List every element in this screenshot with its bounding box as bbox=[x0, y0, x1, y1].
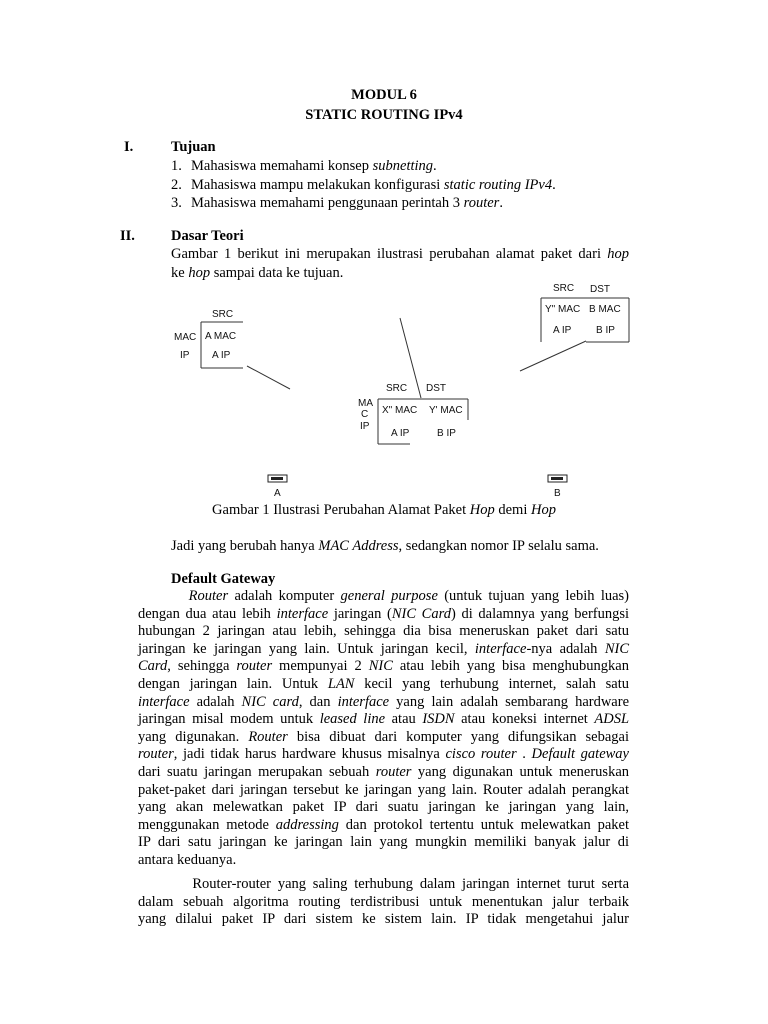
paragraph-line bbox=[138, 852, 629, 870]
text-run: -nya adalah bbox=[526, 640, 605, 657]
left-ip-label: IP bbox=[180, 350, 190, 361]
italic-term: interface bbox=[276, 605, 329, 622]
objective-item: 3. Mahasiswa memahami penggunaan perintah 3 router. bbox=[171, 195, 503, 211]
module-title: MODUL 6 bbox=[351, 87, 417, 103]
text-run: , dan bbox=[298, 693, 338, 710]
paragraph-line bbox=[138, 711, 629, 729]
text-run: dan protokol tertentu untuk melewatkan paket bbox=[338, 816, 630, 833]
text-run: hubungan 2 jaringan atau lebih, sehingga dia bisa meneruskan paket dari satu bbox=[138, 623, 629, 640]
paragraph-line bbox=[138, 894, 629, 912]
text-run: yang akan melewatkan paket IP dari suatu jaringan ke jaringan yang lain, bbox=[138, 799, 629, 816]
italic-term: ADSL bbox=[594, 711, 630, 728]
paragraph-line bbox=[138, 764, 629, 782]
italic-term: Card bbox=[138, 658, 168, 675]
right-src-mac: Y" MAC bbox=[545, 304, 581, 315]
right-dst-label: DST bbox=[590, 284, 610, 295]
paragraph-line bbox=[138, 834, 629, 852]
right-dst-mac: B MAC bbox=[589, 304, 621, 315]
right-dst-ip: B IP bbox=[596, 325, 615, 336]
italic-term: router bbox=[138, 746, 174, 763]
section-2-number: II. bbox=[120, 228, 135, 244]
middle-mac-label-b: C bbox=[361, 409, 369, 420]
paragraph-line bbox=[138, 729, 629, 747]
italic-term: ISDN bbox=[422, 711, 455, 728]
intro-line-1: Gambar 1 berikut ini merupakan ilustrasi perubahan alamat paket dari hop bbox=[171, 246, 629, 262]
host-a-icon bbox=[268, 475, 287, 482]
right-src-ip: A IP bbox=[553, 325, 572, 336]
section-1-number: I. bbox=[124, 139, 134, 155]
paragraph-line bbox=[138, 694, 629, 712]
summary-line: Jadi yang berubah hanya MAC Address, sedangkan nomor IP selalu sama. bbox=[171, 538, 599, 554]
text-run: adalah komputer bbox=[228, 588, 341, 604]
section-1-title: Tujuan bbox=[171, 139, 216, 155]
italic-term: interface bbox=[474, 640, 527, 657]
text-run: , sehingga bbox=[167, 658, 237, 675]
italic-term: NIC card bbox=[241, 693, 299, 710]
italic-term: leased line bbox=[319, 711, 386, 728]
italic-term: NIC bbox=[368, 658, 393, 675]
paragraph-line bbox=[138, 676, 629, 694]
middle-src-ip: A IP bbox=[391, 428, 410, 439]
arrow-left-to-middle bbox=[247, 366, 290, 389]
middle-src-label: SRC bbox=[386, 383, 408, 394]
italic-term: NIC Card bbox=[391, 605, 451, 622]
objective-item: 1. Mahasiswa memahami konsep subnetting. bbox=[171, 158, 437, 174]
text-run bbox=[138, 588, 189, 604]
figure-caption: Gambar 1 Ilustrasi Perubahan Alamat Paket Hop demi Hop bbox=[212, 502, 556, 518]
text-run: jaringan ( bbox=[328, 605, 392, 622]
text-run: menggunakan metode bbox=[138, 816, 276, 833]
text-run: bisa dibuat dari komputer yang difungsikan sebagai bbox=[287, 728, 630, 745]
module-topic: STATIC ROUTING IPv4 bbox=[305, 107, 463, 123]
italic-term: router bbox=[375, 764, 412, 780]
italic-term: Default gateway bbox=[531, 746, 629, 763]
text-run: kecil yang terhubung internet, salah satu bbox=[354, 676, 629, 692]
text-run: dengan dua atau lebih bbox=[138, 605, 277, 622]
italic-term: general purpose bbox=[340, 588, 438, 604]
text-run: Router-router yang saling terhubung dalam jaringan internet turut serta bbox=[138, 876, 629, 892]
left-packet-box bbox=[174, 309, 243, 368]
italic-term: interface bbox=[138, 693, 190, 710]
left-ip-value: A IP bbox=[212, 350, 231, 361]
italic-term: NIC bbox=[604, 640, 629, 657]
text-run: atau bbox=[385, 711, 423, 728]
text-run: ) di dalamnya yang berfungsi bbox=[450, 605, 630, 622]
left-mac-label: MAC bbox=[174, 332, 197, 343]
paragraph-line bbox=[138, 911, 629, 929]
italic-term: addressing bbox=[275, 816, 339, 833]
text-run: yang lain adalah sembarang hardware bbox=[389, 693, 630, 710]
text-run: dalam sebuah algoritma routing terdistribusi untuk menentukan jalur terbaik bbox=[138, 893, 629, 910]
text-run: yang dilalui paket IP dari sistem ke sistem lain. IP tidak mengetahui jalur bbox=[138, 911, 629, 928]
middle-ip-label: IP bbox=[360, 421, 370, 432]
italic-term: router bbox=[236, 658, 273, 675]
paragraph-line bbox=[138, 817, 629, 835]
text-run: , jadi tidak harus hardware khusus misalnya bbox=[173, 746, 446, 763]
objective-item: 2. Mahasiswa mampu melakukan konfigurasi static routing IPv4. bbox=[171, 177, 556, 193]
paragraph-line bbox=[138, 658, 629, 676]
middle-packet-box bbox=[358, 383, 468, 444]
middle-src-mac: X" MAC bbox=[382, 405, 418, 416]
text-run: yang digunakan. bbox=[138, 728, 249, 745]
paragraph-line bbox=[138, 606, 629, 624]
intro-line-2: ke hop sampai data ke tujuan. bbox=[171, 265, 344, 281]
italic-term: LAN bbox=[327, 676, 355, 692]
left-mac-value: A MAC bbox=[205, 331, 237, 342]
paragraph-line bbox=[138, 876, 629, 894]
text-run: yang digunakan untuk meneruskan bbox=[411, 764, 630, 780]
middle-dst-label: DST bbox=[426, 383, 446, 394]
text-run: dengan jaringan lain. Untuk bbox=[138, 676, 328, 692]
host-a-label: A bbox=[274, 488, 281, 499]
section-2-title: Dasar Teori bbox=[171, 228, 244, 244]
text-run: . bbox=[516, 746, 532, 763]
text-run: antara keduanya. bbox=[138, 852, 237, 868]
italic-term: Router bbox=[188, 588, 229, 604]
default-gateway-heading: Default Gateway bbox=[171, 571, 276, 587]
middle-mac-label-a: MA bbox=[358, 398, 373, 409]
paragraph-line bbox=[138, 746, 629, 764]
paragraph-line bbox=[138, 623, 629, 641]
text-run: jaringan ke jaringan yang lain. Untuk jaringan kecil, bbox=[138, 640, 475, 657]
italic-term: Router bbox=[248, 728, 288, 745]
text-run: mempunyai 2 bbox=[272, 658, 369, 675]
text-run: jaringan misal modem untuk bbox=[138, 711, 320, 728]
text-run: atau lebih yang bisa menghubungkan bbox=[392, 658, 629, 675]
paragraph-line bbox=[138, 799, 629, 817]
text-run: adalah bbox=[189, 693, 242, 710]
italic-term: interface bbox=[337, 693, 390, 710]
text-run: dari suatu jaringan merupakan sebuah bbox=[138, 764, 376, 780]
middle-dst-mac: Y' MAC bbox=[429, 405, 463, 416]
right-src-label: SRC bbox=[553, 283, 575, 294]
paragraph-line bbox=[138, 641, 629, 659]
hop-diagram bbox=[0, 0, 768, 500]
text-run: atau koneksi internet bbox=[454, 711, 595, 728]
host-b-icon bbox=[548, 475, 567, 482]
left-src-label: SRC bbox=[212, 309, 234, 320]
text-run: IP dari satu jaringan ke jaringan lain yang mungkin memiliki banyak jalur di bbox=[138, 834, 629, 851]
right-packet-box bbox=[541, 283, 629, 342]
paragraph-line bbox=[138, 588, 629, 606]
italic-term: cisco router bbox=[445, 746, 517, 763]
middle-dst-ip: B IP bbox=[437, 428, 456, 439]
text-run: paket-paket dari jaringan tersebut ke jaringan yang lain. Router adalah perangkat bbox=[138, 781, 629, 798]
arrow-middle-to-right bbox=[520, 341, 586, 371]
paragraph-line bbox=[138, 782, 629, 800]
host-b-label: B bbox=[554, 488, 561, 499]
text-run: (untuk tujuan yang lebih luas) bbox=[437, 588, 630, 604]
